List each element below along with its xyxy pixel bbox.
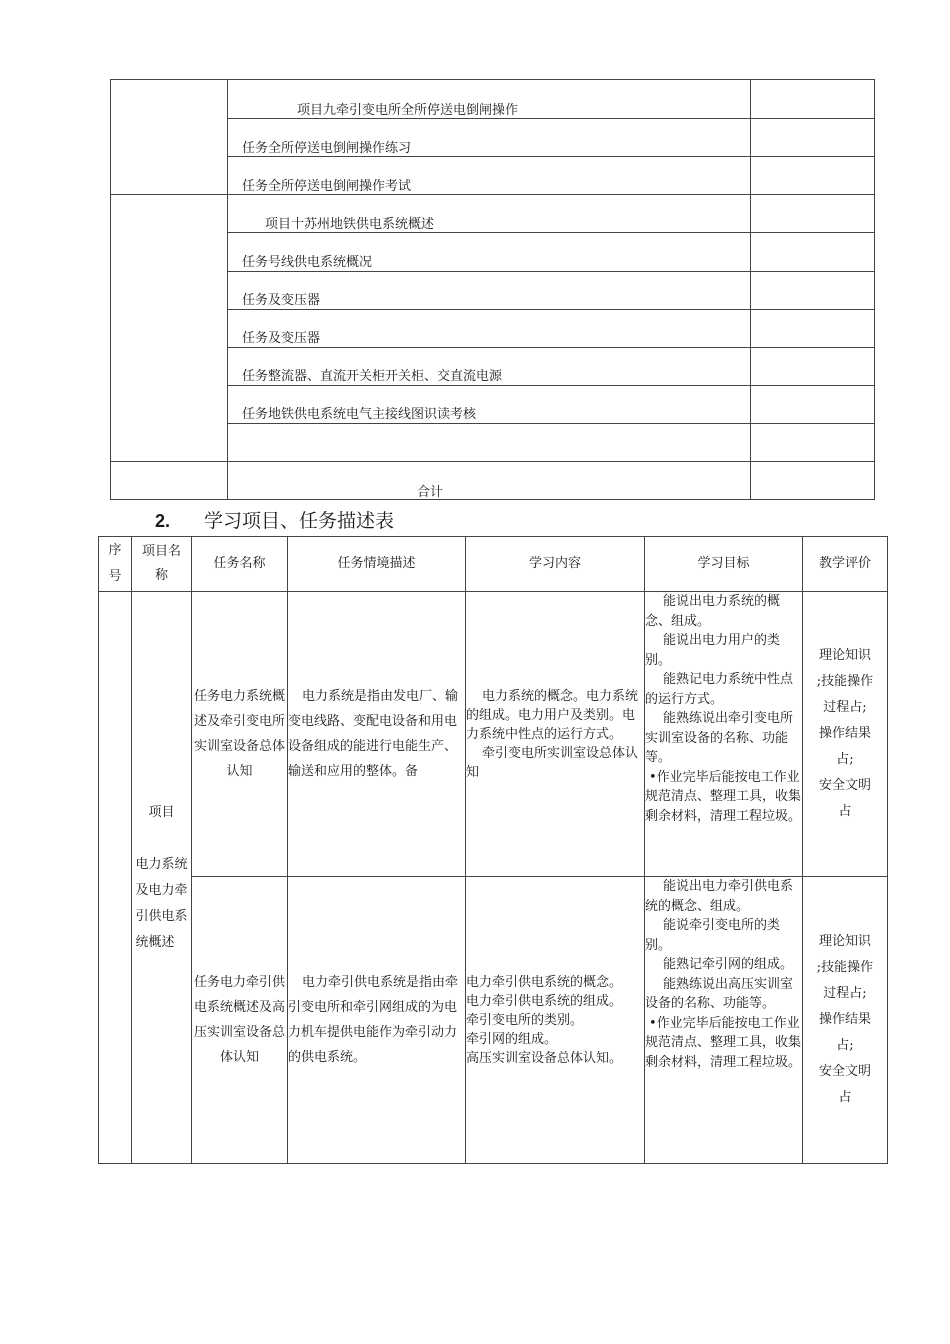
header-project-name: 项目名称 [132,537,192,592]
content-item: 电力牵引供电系统的组成。 [466,993,623,1009]
scenario-cell: 电力系统是指由发电厂、输变电线路、变配电设备和用电设备组成的能进行电能生产、输送和应用的整体。备 [288,592,466,877]
schedule-table [110,79,875,500]
goal-item: 能熟记电力系统中性点的运行方式。 [645,672,794,707]
evaluation-line: ;技能操作 [816,960,874,975]
content-item: 牵引变电所实训室设总体认知 [466,745,639,780]
goals-cell [645,877,803,1164]
column-divider [227,80,228,499]
project10-task: 任务整流器、直流开关柜开关柜、交直流电源 [242,369,503,384]
scenario-cell: 电力牵引供电系统是指由牵引变电所和牵引网组成的为电力机车提供电能作为牵引动力的供电系统。 [288,877,466,1164]
goal-item: 能熟记牵引网的组成。 [663,957,794,972]
evaluation-line: 过程占; [823,986,867,1001]
goal-item: 能熟练说出高压实训室设备的名称、功能等。 [645,976,794,1011]
evaluation-line: 操作结果 [818,726,871,741]
evaluation-line: 理论知识 [818,648,871,663]
content-item: 电力系统的概念。电力系统的组成。电力用户及类别。电力系统中性点的运行方式。 [466,688,639,742]
project10-task: 任务及变压器 [242,331,321,346]
content-cell [466,592,645,877]
content-item: 电力牵引供电系统的概念。 [466,974,623,990]
goal-item: 能熟练说出牵引变电所实训室设备的名称、功能等。 [645,711,794,765]
evaluation-line: ;技能操作 [816,674,874,689]
evaluation-line: 理论知识 [818,934,871,949]
content-item: 高压实训室设备总体认知。 [466,1050,623,1066]
column-divider [750,80,751,499]
goal-item: 能说出电力系统的概念、组成。 [645,594,781,629]
row-divider [227,309,874,310]
content-item: 牵引网的组成。 [466,1031,558,1047]
evaluation-line: 安全文明 [818,778,871,793]
task-name-cell: 任务电力牵引供电系统概述及高压实训室设备总体认知 [192,877,288,1164]
project9-task: 任务全所停送电倒闸操作练习 [242,141,412,156]
content-cell [466,877,645,1164]
project9-task: 任务全所停送电倒闸操作考试 [242,179,412,194]
evaluation-line: 操作结果 [818,1012,871,1027]
header-evaluation: 教学评价 [803,537,888,592]
header-goals: 学习目标 [645,537,803,592]
task-description-table [98,536,888,1164]
evaluation-line: 占; [836,1038,854,1053]
table-row [99,877,888,1164]
section-number: 2. [155,511,171,531]
evaluation-line: 安全文明 [818,1064,871,1079]
project-name-cell [132,592,192,1164]
goal-item: 能说出电力牵引供电系统的概念、组成。 [645,879,794,914]
goal-item: •作业完毕后能按电工作业规范清点、整理工具，收集剩余材料，清理工程垃圾。 [645,1015,802,1070]
section-heading [155,509,394,533]
row-divider [227,347,874,348]
project10-task: 任务号线供电系统概况 [242,255,373,270]
goal-item: 能说出电力用户的类别。 [645,633,781,668]
goal-item: 能说牵引变电所的类别。 [645,918,781,953]
header-seq: 序号 [99,537,132,592]
header-row [99,537,888,592]
evaluation-cell [803,877,888,1164]
evaluation-line: 占 [838,804,852,819]
row-divider [111,194,874,195]
header-task-name: 任务名称 [192,537,288,592]
project-name: 电力系统及电力牵引供电系统概述 [135,856,188,950]
row-divider [227,271,874,272]
evaluation-line: 占 [838,1090,852,1105]
evaluation-line: 过程占; [823,700,867,715]
task-name-cell: 任务电力系统概述及牵引变电所实训室设备总体认知 [192,592,288,877]
project10-task: 任务及变压器 [242,293,321,308]
header-content: 学习内容 [466,537,645,592]
section-title: 学习项目、任务描述表 [204,510,395,532]
project-label: 项目 [148,804,175,820]
goals-cell [645,592,803,877]
row-divider [111,461,874,462]
seq-cell [99,592,132,1164]
total-label: 合计 [417,485,444,500]
table-row [99,592,888,877]
row-divider [227,385,874,386]
evaluation-cell [803,592,888,877]
project10-title: 项目十苏州地铁供电系统概述 [265,217,435,232]
row-divider [227,423,874,424]
content-item: 牵引变电所的类别。 [466,1012,584,1028]
evaluation-line: 占; [836,752,854,767]
header-scenario: 任务情境描述 [288,537,466,592]
goal-item: •作业完毕后能按电工作业规范清点、整理工具，收集剩余材料，清理工程垃圾。 [645,769,802,824]
project9-title: 项目九牵引变电所全所停送电倒闸操作 [297,103,519,118]
project10-task: 任务地铁供电系统电气主接线图识读考核 [242,407,477,422]
